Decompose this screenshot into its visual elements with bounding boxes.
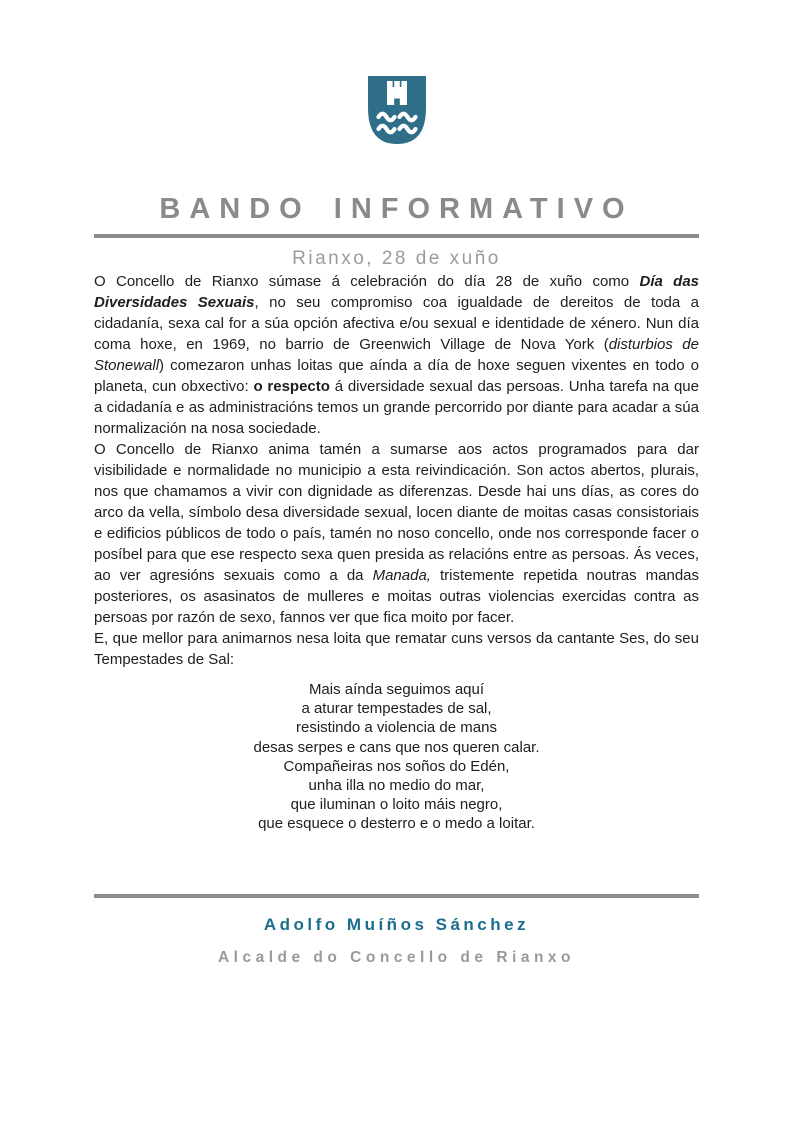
page-title: BANDO INFORMATIVO [159, 193, 634, 225]
poem-verses [94, 680, 699, 834]
text-run-italic: Manada, [372, 567, 431, 584]
document-body [0, 192, 793, 968]
paragraphs-section [94, 271, 699, 670]
poem-line: que iluminan o loito máis negro, [290, 796, 503, 814]
text-run: , no seu compromiso coa igualdade de dereitos de toda a cidadanía, sexa cal for a súa opción afectiva e/ou sexual e identidade de xénero. Nun día coma hoxe, en 1969, no barrio de Greenwich Village de Nova York ( [94, 294, 699, 353]
footer-divider [94, 894, 699, 898]
text-run-bold-italic: Día das Diversidades Sexuais [94, 273, 700, 311]
poem-line: que esquece o desterro e o medo a loitar. [258, 815, 535, 833]
text-run: O Concello de Rianxo anima tamén a sumarse aos actos programados para dar visibilidade e normalidade no municipio a esta reivindicación. Son actos abertos, plurais, nos que chamamos a vivir con dignidade as diferenzas. Desde hai uns días, as cores do arco da vella, símbolo desa diversidade sexual, locen diante de moitas casas consistoriais e edificios públicos de todo o país, tamén no noso concello, onde nos corresponde facer o posíbel para que ese respecto sexa quen presida as relacións entre as persoas. Ás veces, ao ver agresións sexuais como a da [94, 441, 699, 584]
text-run-italic: disturbios de Stonewall [94, 336, 699, 374]
poem-line: Compañeiras nos soños do Edén, [283, 757, 510, 775]
poem-line: unha illa no medio do mar, [308, 777, 485, 795]
text-run: tristemente repetida noutras mandas posteriores, os asasinatos de mulleres e moitas outras violencias exercidas contra as persoas por razón de sexo, fannos ver que fica moito por facer. [94, 567, 699, 626]
text-run: E, que mellor para animarnos nesa loita que rematar cuns versos da cantante Ses, do seu Tempestades de Sal: [94, 630, 699, 668]
paragraph-2 [94, 439, 699, 628]
text-run: ) comezaron unhas loitas que aínda a día de hoxe seguen vixentes en todo o planeta, cun obxectivo: [94, 357, 699, 395]
dateline: Rianxo, 28 de xuño [292, 248, 501, 269]
poem-line: resistindo a violencia de mans [296, 719, 497, 737]
poem-line: a aturar tempestades de sal, [301, 700, 492, 718]
poem-line: desas serpes e cans que nos queren calar. [253, 738, 540, 756]
signature-role: Alcalde do Concello de Rianxo [217, 948, 575, 966]
paragraph-3 [94, 628, 699, 670]
paragraph-1 [94, 271, 699, 439]
logo-container [0, 0, 793, 144]
text-run-bold: o respecto [253, 378, 330, 395]
text-run: O Concello de Rianxo súmase á celebración do día 28 de xuño como [94, 273, 640, 290]
poem-line: Mais aínda seguimos aquí [308, 681, 485, 698]
title-divider [94, 234, 699, 238]
municipal-crest-icon [368, 76, 426, 144]
signature-name: Adolfo Muíños Sánchez [263, 914, 530, 934]
text-run: á diversidade sexual das persoas. Unha tarefa na que a cidadanía e as administracións temos un grande percorrido por diante para acadar a súa normalización na nosa sociedade. [94, 378, 699, 437]
